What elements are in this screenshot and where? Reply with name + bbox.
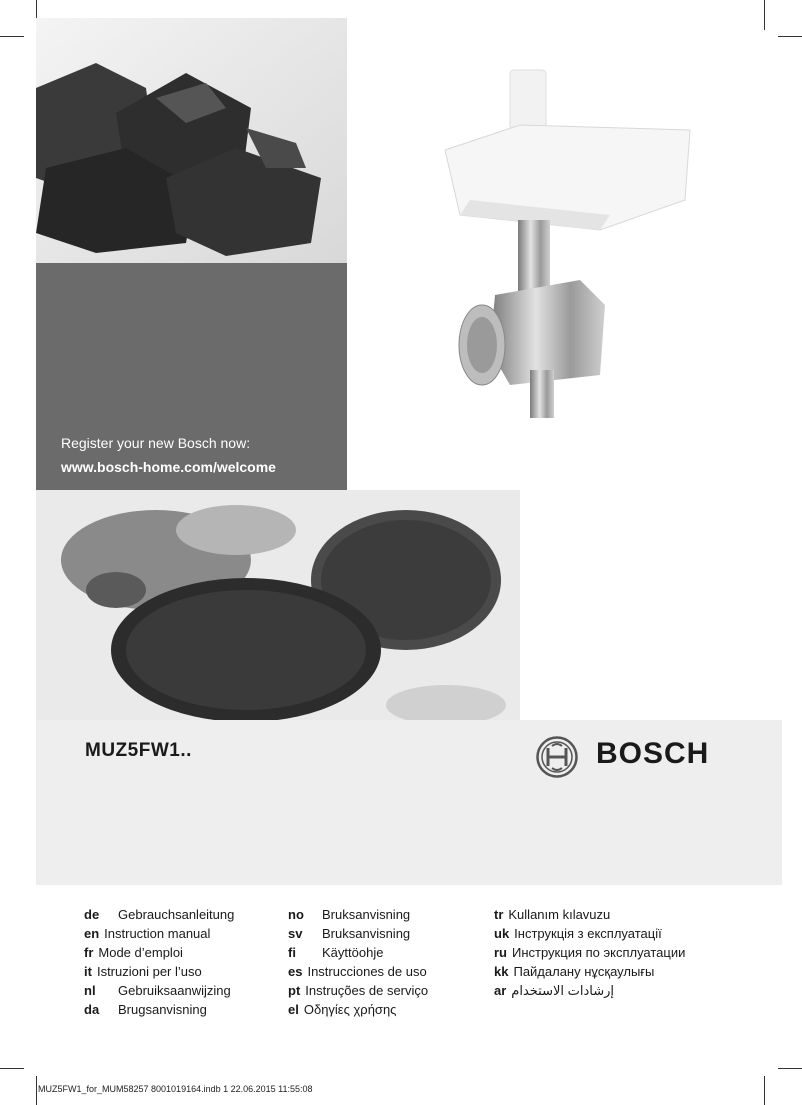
print-info: MUZ5FW1_for_MUM58257 8001019164.indb 1 22.06.2015 11:55:08 xyxy=(38,1084,313,1094)
language-code: sv xyxy=(288,926,303,941)
language-code: de xyxy=(84,907,100,922)
language-label: Инструкция по эксплуатации xyxy=(512,945,686,960)
list-item xyxy=(288,981,428,1000)
language-code: uk xyxy=(494,926,510,941)
language-label: Brugsanvisning xyxy=(118,1002,207,1017)
crop-mark xyxy=(778,1068,802,1069)
crop-mark xyxy=(764,0,765,30)
crop-mark xyxy=(0,1068,24,1069)
language-code: tr xyxy=(494,907,504,922)
language-list-2 xyxy=(288,905,428,1019)
list-item xyxy=(494,924,685,943)
crop-mark xyxy=(36,1076,37,1105)
list-item xyxy=(288,1000,428,1019)
language-code: ar xyxy=(494,983,507,998)
meat-cubes-photo xyxy=(36,18,347,263)
crop-mark xyxy=(764,1076,765,1105)
language-label: Käyttöohje xyxy=(322,945,384,960)
language-list-1 xyxy=(84,905,234,1019)
language-code: nl xyxy=(84,983,96,998)
language-code: fr xyxy=(84,945,94,960)
language-label: Kullanım kılavuzu xyxy=(508,907,611,922)
language-label: Пайдалану нұсқаулығы xyxy=(513,964,655,979)
register-url[interactable]: www.bosch-home.com/welcome xyxy=(61,459,276,475)
register-text xyxy=(61,431,276,479)
crop-mark xyxy=(0,36,24,37)
language-label: Mode d’emploi xyxy=(98,945,183,960)
language-code: ru xyxy=(494,945,507,960)
language-code: pt xyxy=(288,983,301,998)
language-label: Οδηγίες χρήσης xyxy=(303,1002,397,1017)
language-code: el xyxy=(288,1002,299,1017)
list-item xyxy=(84,905,234,924)
language-label: Gebruiksaanwijzing xyxy=(118,983,231,998)
list-item xyxy=(288,962,428,981)
language-code: fi xyxy=(288,945,296,960)
burger-patties-photo xyxy=(36,490,520,720)
list-item xyxy=(84,962,234,981)
language-label: Istruzioni per l’uso xyxy=(96,964,202,979)
model-number: MUZ5FW1.. xyxy=(85,740,192,761)
list-item xyxy=(288,905,428,924)
list-item xyxy=(84,924,234,943)
language-code: da xyxy=(84,1002,100,1017)
list-item xyxy=(84,981,234,1000)
meat-grinder-photo xyxy=(400,40,730,450)
list-item xyxy=(494,962,685,981)
language-code: es xyxy=(288,964,303,979)
language-label: إرشادات الاستخدام xyxy=(511,983,615,998)
bosch-logo-icon xyxy=(536,736,578,778)
brand-name: BOSCH xyxy=(596,737,710,770)
list-item xyxy=(288,924,428,943)
register-heading: Register your new Bosch now: xyxy=(61,435,251,451)
list-item xyxy=(288,943,428,962)
language-code: en xyxy=(84,926,100,941)
list-item xyxy=(494,981,685,1000)
language-label: Instrucciones de uso xyxy=(307,964,427,979)
language-code: no xyxy=(288,907,304,922)
list-item xyxy=(494,943,685,962)
language-label: Bruksanvisning xyxy=(322,926,411,941)
language-label: Gebrauchsanleitung xyxy=(118,907,235,922)
language-label: Інструкція з експлуатації xyxy=(514,926,662,941)
language-label: Instruction manual xyxy=(104,926,211,941)
crop-mark xyxy=(778,36,802,37)
list-item xyxy=(84,943,234,962)
language-label: Bruksanvisning xyxy=(322,907,411,922)
language-code: it xyxy=(84,964,92,979)
list-item xyxy=(84,1000,234,1019)
language-label: Instruções de serviço xyxy=(305,983,429,998)
language-list-3 xyxy=(494,905,685,1000)
language-code: kk xyxy=(494,964,509,979)
list-item xyxy=(494,905,685,924)
